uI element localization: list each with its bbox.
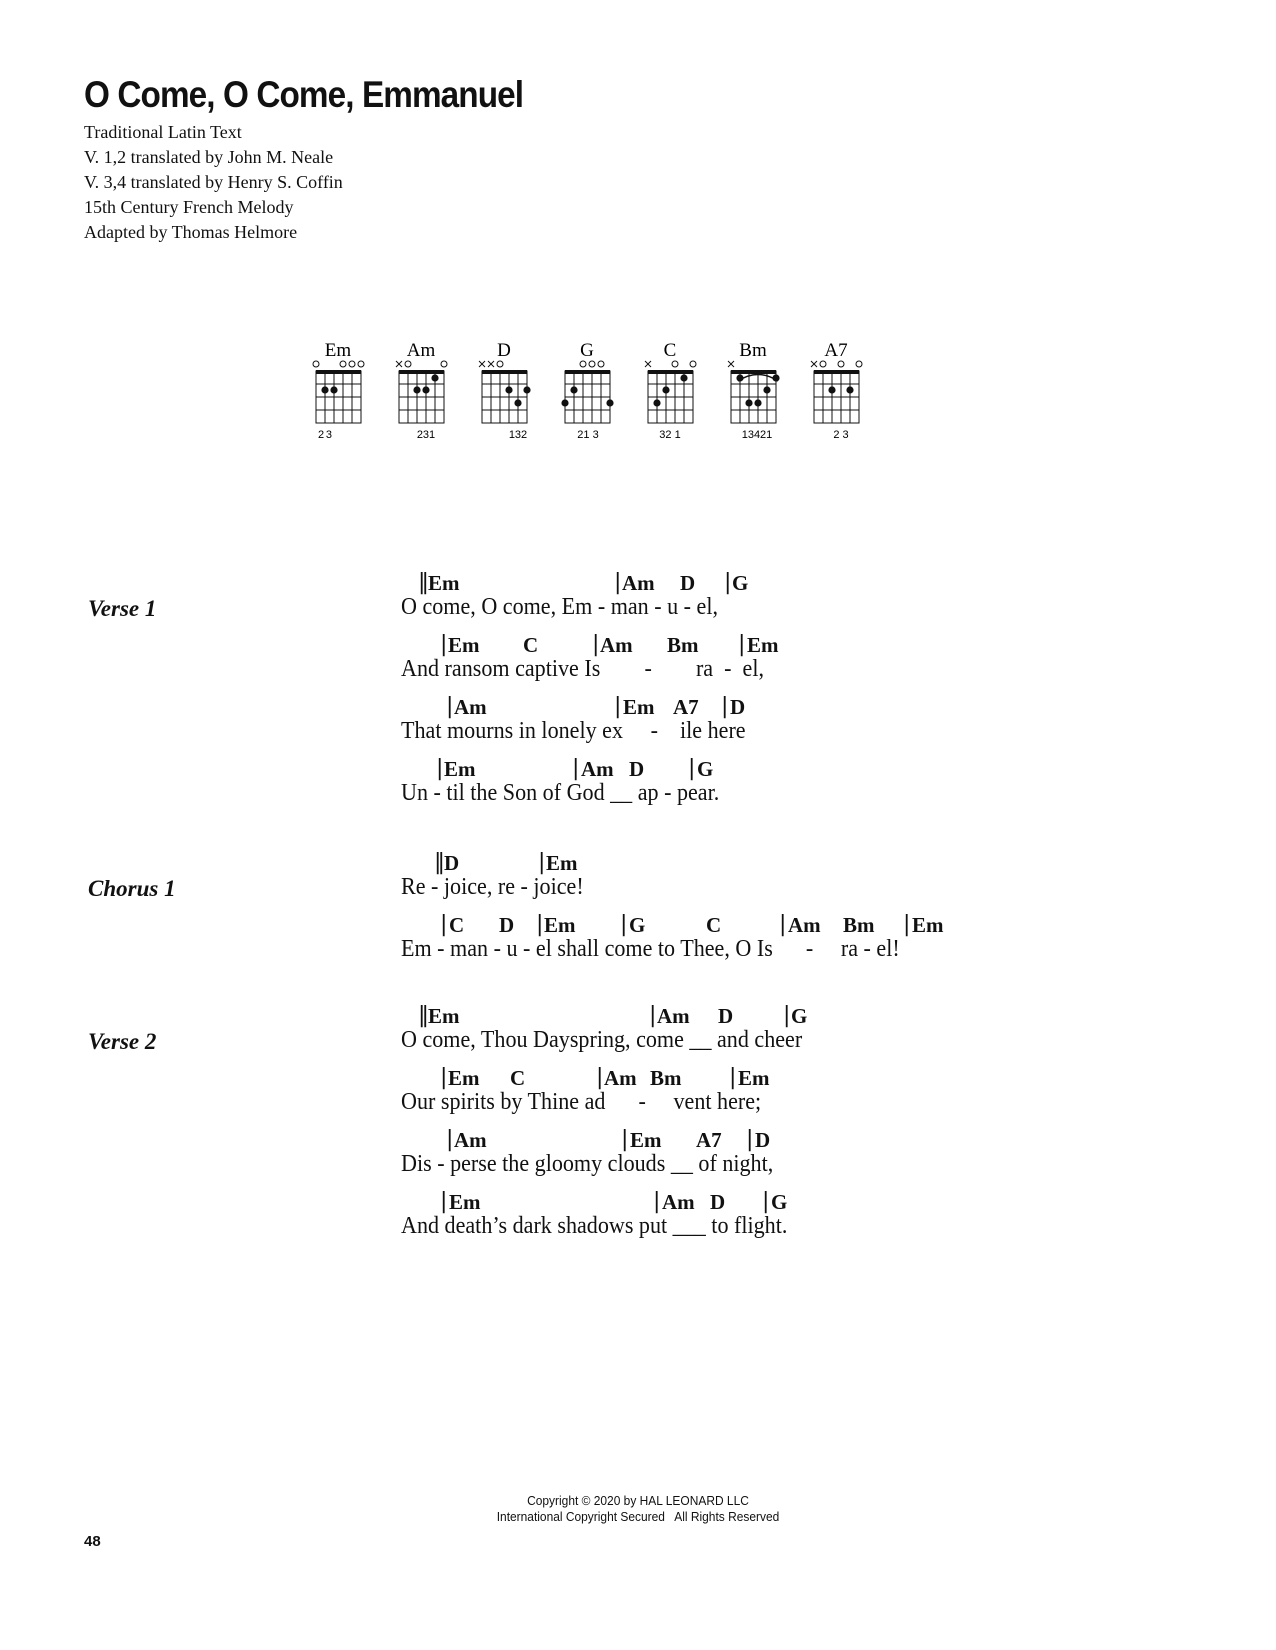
chord-symbol: A7 xyxy=(673,695,699,719)
chord-symbol: Am xyxy=(788,913,821,937)
chord-symbol: Bm xyxy=(667,633,699,657)
barline: | xyxy=(721,694,729,719)
chord-symbol: Em xyxy=(428,571,460,595)
chord-symbol: Bm xyxy=(843,913,875,937)
finger-dot xyxy=(570,386,577,393)
chord-diagram-fingering: 132 xyxy=(508,429,528,441)
chord-diagram-name: Bm xyxy=(739,340,767,361)
chord-diagram-g xyxy=(561,340,613,441)
finger-dot xyxy=(523,386,530,393)
lyric-line: O come, Thou Dayspring, come __ and cheer xyxy=(401,1027,803,1053)
chord-symbol: Am xyxy=(454,1128,487,1152)
barline: | xyxy=(440,912,448,937)
chord-diagram-name: Em xyxy=(324,340,352,361)
barline: | xyxy=(762,1189,770,1214)
chord-symbol: Am xyxy=(581,757,614,781)
chord-symbol: C xyxy=(523,633,539,657)
barline: | xyxy=(614,570,622,595)
finger-dot xyxy=(754,399,761,406)
credit-line: V. 1,2 translated by John M. Neale xyxy=(84,147,334,167)
lyric-line: Re - joice, re - joice! xyxy=(401,874,584,900)
chord-diagram-fingering: 23 xyxy=(318,429,332,441)
credit-line: Traditional Latin Text xyxy=(84,122,242,142)
barline: | xyxy=(538,850,546,875)
chord-diagram-fingering: 32 1 xyxy=(659,429,681,441)
barline: | xyxy=(572,756,580,781)
chord-symbol: G xyxy=(771,1190,788,1214)
lyric-line: O come, O come, Em - man - u - el, xyxy=(401,594,718,620)
chord-symbol: Am xyxy=(662,1190,695,1214)
chord-symbol: D xyxy=(680,571,696,595)
finger-dot xyxy=(330,386,337,393)
barline: | xyxy=(440,1065,448,1090)
chord-symbol: G xyxy=(732,571,749,595)
double-barline: ‖ xyxy=(434,850,445,875)
chord-symbol: Em xyxy=(747,633,779,657)
chord-symbol: Em xyxy=(444,757,476,781)
chord-symbol: A7 xyxy=(696,1128,722,1152)
barline: | xyxy=(536,912,544,937)
lyric-line: Un - til the Son of God __ ap - pear. xyxy=(401,780,720,806)
chord-symbol: Am xyxy=(657,1004,690,1028)
song-title: O Come, O Come, Emmanuel xyxy=(84,74,524,115)
barline: | xyxy=(436,756,444,781)
chord-symbol: Am xyxy=(454,695,487,719)
lyric-line: That mourns in lonely ex - ile here xyxy=(401,718,746,744)
chord-symbol: Em xyxy=(428,1004,460,1028)
chord-symbol: C xyxy=(449,913,465,937)
page-number: 48 xyxy=(84,1533,101,1550)
barline: | xyxy=(621,1127,629,1152)
chord-symbol: Am xyxy=(622,571,655,595)
chord-symbol: Em xyxy=(546,851,578,875)
chord-symbol: Am xyxy=(600,633,633,657)
barline: | xyxy=(738,632,746,657)
section-label-chorus-1: Chorus 1 xyxy=(88,876,176,901)
chord-symbol: Em xyxy=(449,1190,481,1214)
chord-symbol: D xyxy=(755,1128,771,1152)
chord-diagram-am xyxy=(396,340,447,441)
chord-symbol: D xyxy=(730,695,746,719)
chord-diagram-name: A7 xyxy=(824,340,848,361)
chord-diagram-name: C xyxy=(663,340,677,361)
chord-diagram-name: Am xyxy=(406,340,436,361)
chord-diagram-fingering: 2 3 xyxy=(833,429,849,441)
finger-dot xyxy=(680,374,687,381)
finger-dot xyxy=(505,386,512,393)
chord-symbol: Em xyxy=(912,913,944,937)
finger-dot xyxy=(846,386,853,393)
chord-diagram-fingering: 13421 xyxy=(741,429,773,441)
barline: | xyxy=(440,632,448,657)
chord-diagram-em xyxy=(313,340,364,441)
chord-symbol: Em xyxy=(448,1066,480,1090)
credit-line: 15th Century French Melody xyxy=(84,197,294,217)
chord-diagram-bm xyxy=(728,340,780,441)
chord-symbol: D xyxy=(629,757,645,781)
barline: | xyxy=(649,1003,657,1028)
copyright-line: Copyright © 2020 by HAL LEONARD LLC xyxy=(527,1493,749,1508)
chord-symbol: D xyxy=(710,1190,726,1214)
finger-dot xyxy=(413,386,420,393)
chord-diagram-name: G xyxy=(580,340,594,361)
chord-diagrams xyxy=(0,0,1276,460)
chord-symbol: G xyxy=(629,913,646,937)
barline: | xyxy=(446,1127,454,1152)
chord-diagram-name: D xyxy=(497,340,511,361)
barline: | xyxy=(440,1189,448,1214)
chord-symbol: D xyxy=(444,851,460,875)
chord-diagram-fingering: 21 3 xyxy=(577,429,599,441)
barline: | xyxy=(592,632,600,657)
finger-dot xyxy=(736,374,743,381)
chord-symbol: G xyxy=(697,757,714,781)
finger-dot xyxy=(321,386,328,393)
credit-line: V. 3,4 translated by Henry S. Coffin xyxy=(84,172,343,192)
finger-dot xyxy=(745,399,752,406)
copyright-notice xyxy=(51,1493,1225,1525)
chord-diagram-d xyxy=(479,340,531,441)
chord-symbol: Em xyxy=(738,1066,770,1090)
barline: | xyxy=(903,912,911,937)
barline: | xyxy=(620,912,628,937)
finger-dot xyxy=(606,399,613,406)
copyright-line: International Copyright Secured All Rights Reserved xyxy=(496,1509,780,1524)
finger-dot xyxy=(828,386,835,393)
chord-symbol: Em xyxy=(623,695,655,719)
finger-dot xyxy=(662,386,669,393)
lyric-line: Our spirits by Thine ad - vent here; xyxy=(401,1089,762,1115)
chord-symbol: Bm xyxy=(650,1066,682,1090)
finger-dot xyxy=(763,386,770,393)
chord-symbol: Em xyxy=(630,1128,662,1152)
chord-symbol: Am xyxy=(604,1066,637,1090)
barline: | xyxy=(614,694,622,719)
barline: | xyxy=(688,756,696,781)
barline: | xyxy=(653,1189,661,1214)
section-label-verse-2: Verse 2 xyxy=(88,1029,157,1054)
double-barline: ‖ xyxy=(418,1003,429,1028)
lyric-line: And death’s dark shadows put ___ to flight. xyxy=(401,1213,788,1239)
barline: | xyxy=(724,570,732,595)
finger-dot xyxy=(431,374,438,381)
barline: | xyxy=(779,912,787,937)
chord-diagram-a7 xyxy=(811,340,862,441)
lyric-line: Em - man - u - el shall come to Thee, O Is - ra - el! xyxy=(401,936,900,962)
credit-line: Adapted by Thomas Helmore xyxy=(84,222,298,242)
chord-symbol: C xyxy=(510,1066,526,1090)
finger-dot xyxy=(422,386,429,393)
chord-symbol: G xyxy=(791,1004,808,1028)
barline: | xyxy=(729,1065,737,1090)
barline: | xyxy=(596,1065,604,1090)
finger-dot xyxy=(653,399,660,406)
finger-dot xyxy=(561,399,568,406)
barline: | xyxy=(746,1127,754,1152)
chord-symbol: Em xyxy=(448,633,480,657)
barline: | xyxy=(783,1003,791,1028)
chord-symbol: D xyxy=(499,913,515,937)
chord-diagram-fingering: 231 xyxy=(416,429,436,441)
barline: | xyxy=(446,694,454,719)
chord-symbol: D xyxy=(718,1004,734,1028)
chord-diagram-c xyxy=(645,340,696,441)
finger-dot xyxy=(514,399,521,406)
chord-symbol: C xyxy=(706,913,722,937)
lyric-line: And ransom captive Is - ra - el, xyxy=(401,656,764,682)
finger-dot xyxy=(772,374,779,381)
double-barline: ‖ xyxy=(418,570,429,595)
section-label-verse-1: Verse 1 xyxy=(88,596,157,621)
lyric-line: Dis - perse the gloomy clouds __ of night, xyxy=(401,1151,774,1177)
chord-symbol: Em xyxy=(544,913,576,937)
